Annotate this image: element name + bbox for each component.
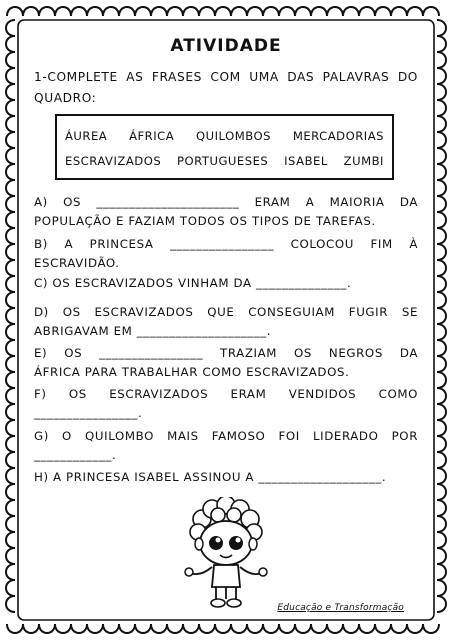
question-f	[34, 385, 418, 423]
question-c	[34, 274, 418, 293]
word-box-row-1	[65, 129, 384, 143]
question-e	[34, 344, 418, 382]
question-c-line-1: C) OS ESCRAVIZADOS VINHAM DA ______________.	[34, 276, 352, 290]
question-d	[34, 303, 418, 341]
question-h	[34, 468, 418, 487]
question-a-line-1: A) OS ______________________ ERAM A MAIORIA DA	[34, 195, 418, 209]
question-h-line-1: H) A PRINCESA ISABEL ASSINOU A ___________________.	[34, 470, 387, 484]
word-box	[55, 114, 394, 180]
footer-credit: Educação e Transformação	[277, 603, 404, 613]
question-g-line-2: ____________.	[34, 448, 117, 462]
question-f-line-2: ________________.	[34, 406, 143, 420]
word-escravizados: ESCRAVIZADOS	[65, 154, 162, 168]
question-e-line-2: ÁFRICA PARA TRABALHAR COMO ESCRAVIZADOS.	[34, 365, 350, 379]
word-africa: ÁFRICA	[129, 129, 175, 143]
word-zumbi: ZUMBI	[343, 154, 384, 168]
word-quilombos: QUILOMBOS	[196, 129, 271, 143]
word-aurea: ÁUREA	[65, 129, 108, 143]
question-b	[34, 235, 418, 273]
question-a-line-2: POPULAÇÃO E FAZIAM TODOS OS TIPOS DE TAREFAS.	[34, 214, 376, 228]
question-b-line-1: B) A PRINCESA ________________ COLOCOU FIM À	[34, 237, 418, 251]
word-portugueses: PORTUGUESES	[177, 154, 269, 168]
question-d-line-1: D) OS ESCRAVIZADOS QUE CONSEGUIAM FUGIR SE	[34, 305, 418, 319]
page-title: ATIVIDADE	[170, 36, 282, 56]
instruction-text: 1-COMPLETE AS FRASES COM UMA DAS PALAVRAS DO QUADRO:	[34, 70, 418, 105]
question-g-line-1: G) O QUILOMBO MAIS FAMOSO FOI LIDERADO POR	[34, 429, 418, 443]
word-mercadorias: MERCADORIAS	[292, 129, 384, 143]
question-g	[34, 427, 418, 465]
question-d-line-2: ABRIGAVAM EM ____________________.	[34, 324, 272, 338]
question-a	[34, 193, 418, 231]
question-f-line-1: F) OS ESCRAVIZADOS ERAM VENDIDOS COMO	[34, 387, 418, 401]
word-isabel: ISABEL	[284, 154, 328, 168]
word-box-row-2	[65, 154, 384, 168]
child-illustration	[178, 497, 274, 611]
question-e-line-1: E) OS ________________ TRAZIAM OS NEGROS DA	[34, 346, 418, 360]
question-b-line-2: ESCRAVIDÃO.	[34, 256, 120, 270]
